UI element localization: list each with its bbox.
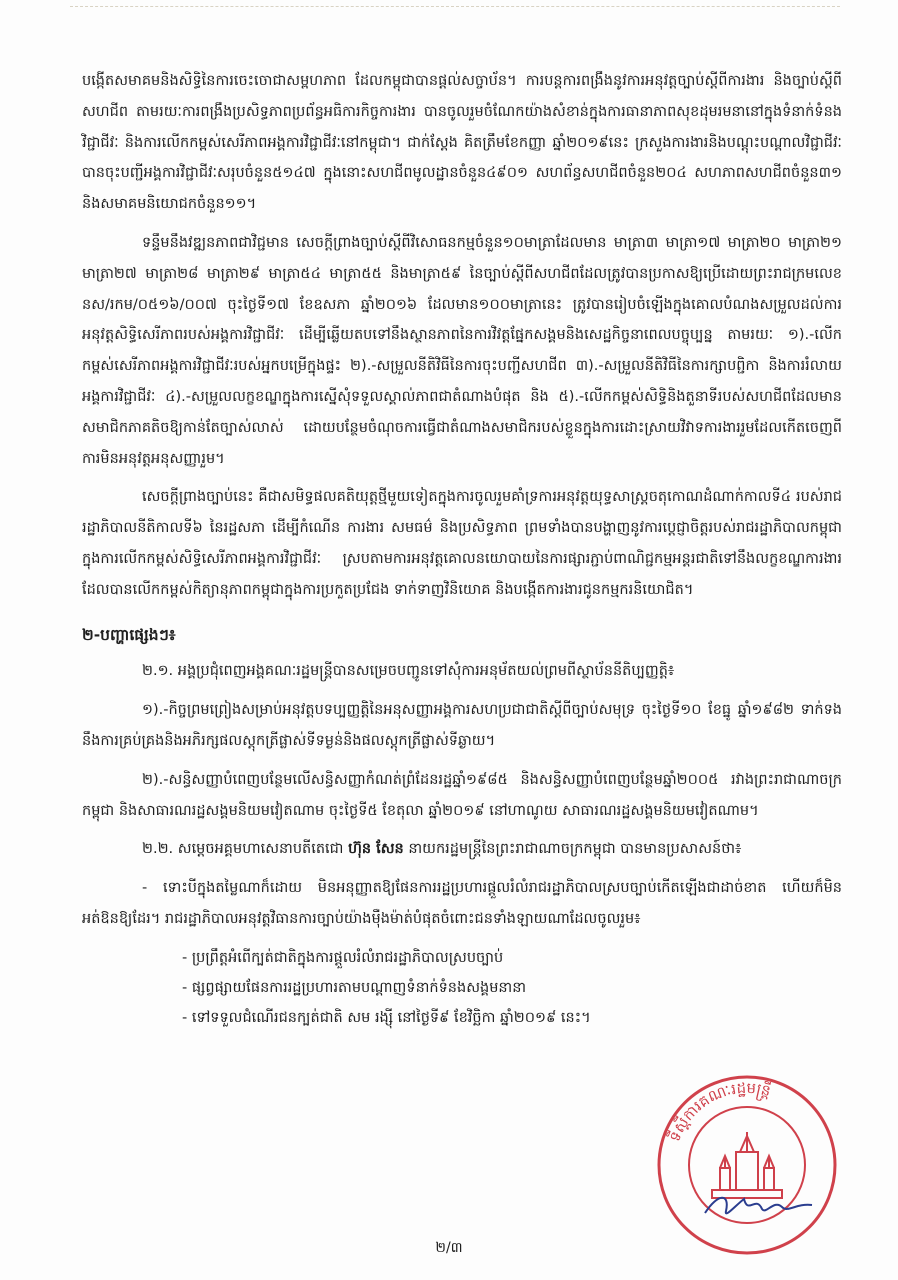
official-seal bbox=[652, 1070, 842, 1260]
bullet-item: - ប្រព្រឹត្តអំពើក្បត់ជាតិក្នុងការផ្តួលរំលំរាជរដ្ឋាភិបាលស្របច្បាប់ bbox=[182, 949, 504, 966]
seal-text: ទីស្តីការគណៈរដ្ឋមន្ត្រី bbox=[665, 1078, 773, 1145]
prime-minister-name: ហ៊ុន សែន bbox=[348, 841, 404, 858]
bullet-item: - ទៅទទួលជំណើរជនក្បត់ជាតិ សម រង្ស៊ី នៅថ្ងៃទី៩ ខែវិច្ឆិកា ឆ្នាំ២០១៩ នេះ។ bbox=[182, 1009, 591, 1026]
item-2-2-statement: - ទោះបីក្នុងតម្លៃណាក៏ដោយ មិនអនុញ្ញាតឱ្យផែនការរដ្ឋប្រហារផ្តួលរំលំរាជរដ្ឋាភិបាលស្របច្បាប់កើតឡើងជាដាច់ខាត ហើយក៏មិនអត់ឱនឱ្យដែរ។ រាជរដ្ឋាភិបាលអនុវត្តវិធានការច្បាប់យ៉ាងម៉ឺងម៉ាត់បំផុតចំពោះជនទាំងឡាយណាដែលចូលរួម៖ bbox=[82, 880, 842, 927]
bullet-item: - ផ្សព្វផ្សាយផែនការរដ្ឋប្រហារតាមបណ្តាញទំនាក់ទំនងសង្គមនានា bbox=[182, 979, 527, 996]
item-2-2 bbox=[82, 834, 842, 865]
section-heading: ២-បញ្ហាផ្សេងៗ៖ bbox=[82, 625, 176, 644]
paragraph-3: សេចក្តីព្រាងច្បាប់នេះ គឺជាសមិទ្ធផលគតិយុត្តថ្មីមួយទៀតក្នុងការចូលរួមគាំទ្រការអនុវត្តយុទ្ធសាស្ត្រចតុកោណដំណាក់កាលទី៤ របស់រាជរដ្ឋាភិបាលនីតិកាលទី៦ នៃរដ្ឋសភា ដើម្បីកំណើន ការងារ សមធម៌ និងប្រសិទ្ធភាព ព្រមទាំងបានបង្ហាញនូវការប្តេជ្ញាចិត្តរបស់រាជរដ្ឋាភិបាលកម្ពុជា ក្នុងការលើកកម្ពស់សិទ្ធិសេរីភាពអង្គការវិជ្ជាជីវៈ ស្របតាមការអនុវត្តគោលនយោបាយនៃការផ្សារភ្ជាប់ពាណិជ្ជកម្មអន្តរជាតិទៅនឹងលក្ខខណ្ឌការងារ ដែលបានលើកកម្ពស់កិត្យានុភាពកម្ពុជាក្នុងការប្រកួតប្រជែង ទាក់ទាញវិនិយោគ និងបង្កើតការងារជូនកម្មករនិយោជិត។ bbox=[82, 489, 842, 598]
document-body bbox=[82, 66, 842, 1033]
top-divider bbox=[70, 6, 840, 7]
page-number: ២/៣ bbox=[435, 1240, 463, 1256]
item-2-1: ២.១. អង្គប្រជុំពេញអង្គគណៈរដ្ឋមន្ត្រីបានសម្រេចបញ្ជូនទៅសុំការអនុម័តយល់ព្រមពីស្ថាប័ននីតិប្បញ្ញត្តិ៖ bbox=[142, 663, 675, 680]
item-2-1-2: ២).-សន្ធិសញ្ញាបំពេញបន្ថែមលើសន្ធិសញ្ញាកំណត់ព្រំដែនរដ្ឋឆ្នាំ១៩៨៥ និងសន្ធិសញ្ញាបំពេញបន្ថែមឆ្នាំ២០០៥ រវាងព្រះរាជាណាចក្រកម្ពុជា និងសាធារណរដ្ឋសង្គមនិយមវៀតណាម ចុះថ្ងៃទី៥ ខែតុលា ឆ្នាំ២០១៩ នៅហាណូយ សាធារណរដ្ឋសង្គមនិយមវៀតណាម។ bbox=[82, 771, 842, 819]
item-2-2-suffix: នាយករដ្ឋមន្ត្រីនៃព្រះរាជាណាចក្រកម្ពុជា បានមានប្រសាសន៍ថា៖ bbox=[408, 841, 742, 858]
paragraph-2: ទន្ទឹមនឹងវឌ្ឍនភាពជាវិជ្ជមាន សេចក្តីព្រាងច្បាប់ស្តីពីវិសោធនកម្មចំនួន១០មាត្រាដែលមាន មាត្រា៣ មាត្រា១៧ មាត្រា២០ មាត្រា២១ មាត្រា២៧ មាត្រា២៨ មាត្រា២៩ មាត្រា៥៤ មាត្រា៥៥ និងមាត្រា៥៩ នៃច្បាប់ស្តីពីសហជីពដែលត្រូវបានប្រកាសឱ្យប្រើដោយព្រះរាជក្រមលេខ នស/រកម/០៥១៦/០០៧ ចុះថ្ងៃទី១៧ ខែឧសភា ឆ្នាំ២០១៦ ដែលមាន១០០មាត្រានេះ ត្រូវបានរៀបចំឡើងក្នុងគោលបំណងសម្រួលដល់ការអនុវត្តសិទ្ធិសេរីភាពរបស់អង្គការវិជ្ជាជីវៈ ដើម្បីឆ្លើយតបទៅនឹងស្ថានភាពនៃការវិវត្តផ្នែកសង្គមនិងសេដ្ឋកិច្ចនាពេលបច្ចុប្បន្ន តាមរយៈ ១).-លើកកម្ពស់សេរីភាពអង្គការវិជ្ជាជីវៈរបស់អ្នកបម្រើក្នុងផ្ទះ ២).-សម្រួលនីតិវិធីនៃការចុះបញ្ជីសហជីព ៣).-សម្រួលនីតិវិធីនៃការក្សាបព្ជិកា និងការរំលាយអង្គការវិជ្ជាជីវៈ ៤).-សម្រួលលក្ខខណ្ឌក្នុងការស្នើសុំទទួលស្គាល់ភាពជាតំណាងបំផុត និង ៥).-លើកកម្ពស់សិទ្ធិនិងតួនាទីរបស់សហជីពដែលមានសមាជិកភាគតិចឱ្យកាន់តែច្បាស់លាស់ ដោយបន្ថែមចំណុចការធ្វើជាតំណាងសមាជិករបស់ខ្លួនក្នុងការដោះស្រាយវិវាទការងាររួមដែលកើតចេញពីការមិនអនុវត្តអនុសញ្ញារួម។ bbox=[82, 234, 842, 467]
item-2-1-1: ១).-កិច្ចព្រមព្រៀងសម្រាប់អនុវត្តបទប្បញ្ញត្តិនៃអនុសញ្ញាអង្គការសហប្រជាជាតិស្តីពីច្បាប់សមុទ្រ ចុះថ្ងៃទី១០ ខែធ្នូ ឆ្នាំ១៩៨២ ទាក់ទងនឹងការគ្រប់គ្រងនិងអភិរក្សផលស្តុកត្រីផ្លាស់ទីទម្ងន់និងផលស្តុកត្រីផ្លាស់ទីឆ្ងាយ។ bbox=[82, 702, 842, 749]
svg-text:ទីស្តីការគណៈរដ្ឋមន្ត្រី bbox=[664, 1079, 772, 1145]
paragraph-1: បង្កើតសមាគមនិងសិទ្ធិនៃការចេះចោជាសម្ពហភាព ដែលកម្ពុជាបានផ្តល់សច្ចាប័ន។ ការបន្តការពង្រឹងនូវការអនុវត្តច្បាប់ស្តីពីការងារ និងច្បាប់ស្តីពីសហជីព តាមរយៈការពង្រឹងប្រសិទ្ធភាពប្រព័ន្ធអធិការកិច្ចការងារ បានចូលរួមចំណែកយ៉ាងសំខាន់ក្នុងការធានាភាពសុខដុមរមនានៅក្នុងទំនាក់ទំនងវិជ្ជាជីវៈ និងការលើកកម្ពស់សេរីភាពអង្គការវិជ្ជាជីវៈនៅកម្ពុជា។ ជាក់ស្តែង គិតត្រឹមខែកញ្ញា ឆ្នាំ២០១៩នេះ ក្រសួងការងារនិងបណ្តុះបណ្តាលវិជ្ជាជីវៈ បានចុះបញ្ជីអង្គការវិជ្ជាជីវៈសរុបចំនួន៥១៤៧ ក្នុងនោះសហជីពមូលដ្ឋានចំនួន៤៩០១ សហព័ន្ធសហជីពចំនួន២០៤ សហភាពសហជីពចំនួន៣១ និងសមាគមនិយោជកចំនួន១១។ bbox=[82, 73, 842, 213]
item-2-2-prefix: ២.២. សម្តេចអគ្គមហាសេនាបតីតេជោ bbox=[142, 841, 344, 858]
signature bbox=[700, 1185, 820, 1225]
